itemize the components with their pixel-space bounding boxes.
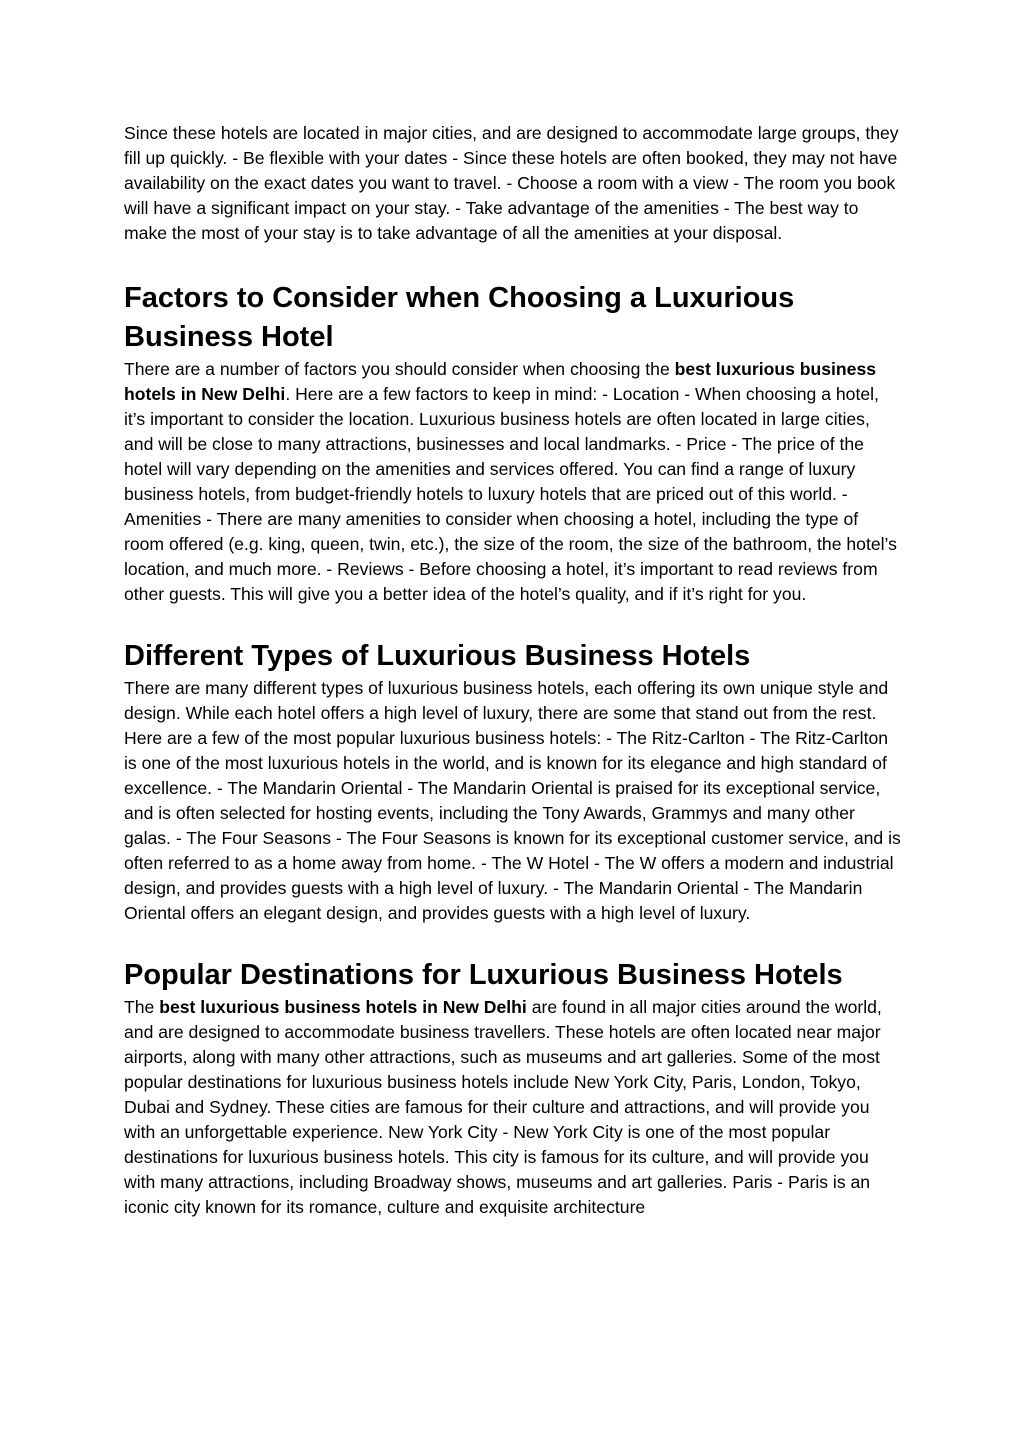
types-paragraph: [124, 676, 902, 926]
section-heading-destinations: Popular Destinations for Luxurious Business Hotels: [124, 959, 843, 991]
factors-text-start: There are a number of factors you should consider when choosing the: [124, 359, 675, 379]
factors-bold-keyword: best luxurious business hotels in New Delhi: [124, 359, 877, 404]
destinations-text-start: The: [124, 997, 160, 1017]
section-heading-factors: Factors to Consider when Choosing a Luxurious Business Hotel: [124, 282, 795, 353]
document-page: [124, 121, 902, 1220]
section-heading-types: Different Types of Luxurious Business Hotels: [124, 640, 751, 672]
destinations-bold-keyword: best luxurious business hotels in New Delhi: [159, 997, 527, 1017]
factors-text-rest: . Here are a few factors to keep in mind: - Location - When choosing a hotel, it’s important to consider the location. Luxurious business hotels are often located in large cities, and will be close to many attractions, businesses and local landmarks. - Price - The price of the hotel will vary depending on the amenities and services offered. You can find a range of luxury business hotels, from budget-friendly hotels to luxury hotels that are priced out of this world. - Amenities - There are many amenities to consider when choosing a hotel, including the type of room offered (e.g. king, queen, twin, etc.), the size of the room, the size of the bathroom, the hotel’s location, and much more. - Reviews - Before choosing a hotel, it’s important to read reviews from other guests. This will give you a better idea of the hotel’s quality, and if it’s right for you.: [124, 384, 897, 604]
intro-text: Since these hotels are located in major cities, and are designed to accommodate large groups, they fill up quickly. - Be flexible with your dates - Since these hotels are often booked, they may not have availability on the exact dates you want to travel. - Choose a room with a view - The room you book will have a significant impact on your stay. - Take advantage of the amenities - The best way to make the most of your stay is to take advantage of all the amenities at your disposal.: [124, 123, 899, 243]
destinations-paragraph: [124, 995, 902, 1220]
factors-paragraph: [124, 357, 902, 607]
destinations-text-rest: are found in all major cities around the world, and are designed to accommodate business travellers. These hotels are often located near major airports, along with many other attractions, such as museums and art galleries. Some of the most popular destinations for luxurious business hotels include New York City, Paris, London, Tokyo, Dubai and Sydney. These cities are famous for their culture and attractions, and will provide you with an unforgettable experience. New York City - New York City is one of the most popular destinations for luxurious business hotels. This city is famous for its culture, and will provide you with many attractions, including Broadway shows, museums and art galleries. Paris - Paris is an iconic city known for its romance, culture and exquisite architecture: [124, 997, 882, 1217]
types-text: There are many different types of luxurious business hotels, each offering its own unique style and design. While each hotel offers a high level of luxury, there are some that stand out from the rest. Here are a few of the most popular luxurious business hotels: - The Ritz-Carlton - The Ritz-Carlton is one of the most luxurious hotels in the world, and is known for its elegance and high standard of excellence. - The Mandarin Oriental - The Mandarin Oriental is praised for its exceptional service, and is often selected for hosting events, including the Tony Awards, Grammys and many other galas. - The Four Seasons - The Four Seasons is known for its exceptional customer service, and is often referred to as a home away from home. - The W Hotel - The W offers a modern and industrial design, and provides guests with a high level of luxury. - The Mandarin Oriental - The Mandarin Oriental offers an elegant design, and provides guests with a high level of luxury.: [124, 678, 901, 923]
intro-paragraph: [124, 121, 902, 246]
